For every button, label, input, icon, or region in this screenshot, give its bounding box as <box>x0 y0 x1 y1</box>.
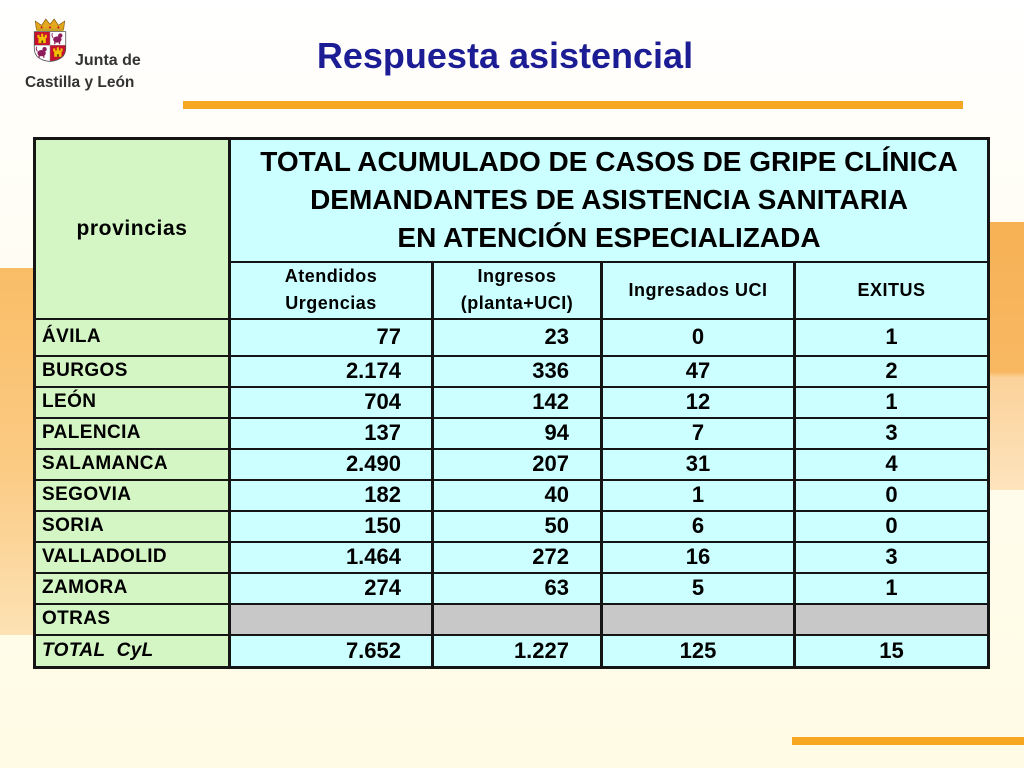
column-header-ingresos <box>433 262 602 319</box>
exitus-value: 0 <box>795 480 989 511</box>
flu-cases-table <box>33 137 990 669</box>
atendidos-urgencias-value: 150 <box>230 511 433 542</box>
province-row-palencia <box>35 418 989 449</box>
main-header-line-2: DEMANDANTES DE ASISTENCIA SANITARIA <box>310 184 908 216</box>
right-decorative-band <box>987 222 1024 490</box>
logo-text-junta: Junta de <box>75 52 141 69</box>
atendidos-urgencias-value: 274 <box>230 573 433 604</box>
province-label: LEÓN <box>35 387 230 418</box>
total-exitus-value: 15 <box>795 635 989 668</box>
province-label: OTRAS <box>35 604 230 635</box>
bottom-accent-bar <box>792 737 1024 745</box>
province-row-valladolid <box>35 542 989 573</box>
ingresos-value: 40 <box>433 480 602 511</box>
total-row <box>35 635 989 668</box>
table-header-row <box>35 139 989 262</box>
province-row-avila <box>35 319 989 356</box>
province-row-segovia <box>35 480 989 511</box>
province-row-burgos <box>35 356 989 387</box>
coat-of-arms-icon <box>31 18 69 62</box>
ingresados-uci-value: 1 <box>602 480 795 511</box>
column-header-line-2: Urgencias <box>285 293 377 313</box>
main-table-header <box>230 139 989 262</box>
column-header-exitus <box>795 262 989 319</box>
ingresos-value: 23 <box>433 319 602 356</box>
junta-logo <box>0 0 150 100</box>
total-ingresos-value: 1.227 <box>433 635 602 668</box>
province-row-salamanca <box>35 449 989 480</box>
province-label: BURGOS <box>35 356 230 387</box>
ingresados-uci-value: 5 <box>602 573 795 604</box>
unavailable-value-cell <box>433 604 602 635</box>
unavailable-value-cell <box>795 604 989 635</box>
province-label: ZAMORA <box>35 573 230 604</box>
ingresos-value: 50 <box>433 511 602 542</box>
province-label: VALLADOLID <box>35 542 230 573</box>
unavailable-value-cell <box>230 604 433 635</box>
province-row-zamora <box>35 573 989 604</box>
left-decorative-band <box>0 268 33 635</box>
ingresados-uci-value: 31 <box>602 449 795 480</box>
column-header-line-2: (planta+UCI) <box>460 293 574 313</box>
ingresados-uci-value: 16 <box>602 542 795 573</box>
exitus-value: 1 <box>795 319 989 356</box>
unavailable-value-cell <box>602 604 795 635</box>
province-row-otras <box>35 604 989 635</box>
atendidos-urgencias-value: 77 <box>230 319 433 356</box>
exitus-value: 1 <box>795 387 989 418</box>
exitus-value: 2 <box>795 356 989 387</box>
exitus-value: 1 <box>795 573 989 604</box>
exitus-value: 0 <box>795 511 989 542</box>
ingresados-uci-value: 7 <box>602 418 795 449</box>
province-label: SALAMANCA <box>35 449 230 480</box>
column-header-ingresados-uci <box>602 262 795 319</box>
ingresados-uci-value: 6 <box>602 511 795 542</box>
column-header-line-1: Ingresos <box>477 266 557 286</box>
slide-title: Respuesta asistencial <box>316 35 694 76</box>
exitus-value: 4 <box>795 449 989 480</box>
exitus-value: 3 <box>795 542 989 573</box>
exitus-value: 3 <box>795 418 989 449</box>
ingresos-value: 63 <box>433 573 602 604</box>
total-label: TOTAL CyL <box>35 635 230 668</box>
ingresos-value: 272 <box>433 542 602 573</box>
column-header-line-1: Atendidos <box>284 266 378 286</box>
column-header-line-1: EXITUS <box>857 279 926 300</box>
logo-text-castilla-leon: Castilla y León <box>25 74 135 91</box>
ingresados-uci-value: 47 <box>602 356 795 387</box>
province-label: SEGOVIA <box>35 480 230 511</box>
column-header-line-1: Ingresados UCI <box>628 279 768 300</box>
main-header-line-1: TOTAL ACUMULADO DE CASOS DE GRIPE CLÍNICA <box>260 146 958 178</box>
title-underline <box>183 101 963 109</box>
ingresos-value: 142 <box>433 387 602 418</box>
atendidos-urgencias-value: 137 <box>230 418 433 449</box>
column-header-atendidos-urgencias <box>230 262 433 319</box>
province-label: ÁVILA <box>35 319 230 356</box>
province-row-leon <box>35 387 989 418</box>
atendidos-urgencias-value: 704 <box>230 387 433 418</box>
ingresos-value: 207 <box>433 449 602 480</box>
province-label: PALENCIA <box>35 418 230 449</box>
atendidos-urgencias-value: 2.490 <box>230 449 433 480</box>
ingresados-uci-value: 0 <box>602 319 795 356</box>
province-label: SORIA <box>35 511 230 542</box>
atendidos-urgencias-value: 182 <box>230 480 433 511</box>
ingresos-value: 94 <box>433 418 602 449</box>
atendidos-urgencias-value: 1.464 <box>230 542 433 573</box>
total-ingresados-uci-value: 125 <box>602 635 795 668</box>
ingresados-uci-value: 12 <box>602 387 795 418</box>
total-atendidos-urgencias-value: 7.652 <box>230 635 433 668</box>
main-header-line-3: EN ATENCIÓN ESPECIALIZADA <box>397 222 821 254</box>
atendidos-urgencias-value: 2.174 <box>230 356 433 387</box>
ingresos-value: 336 <box>433 356 602 387</box>
province-row-soria <box>35 511 989 542</box>
provinces-column-header: provincias <box>35 139 230 319</box>
